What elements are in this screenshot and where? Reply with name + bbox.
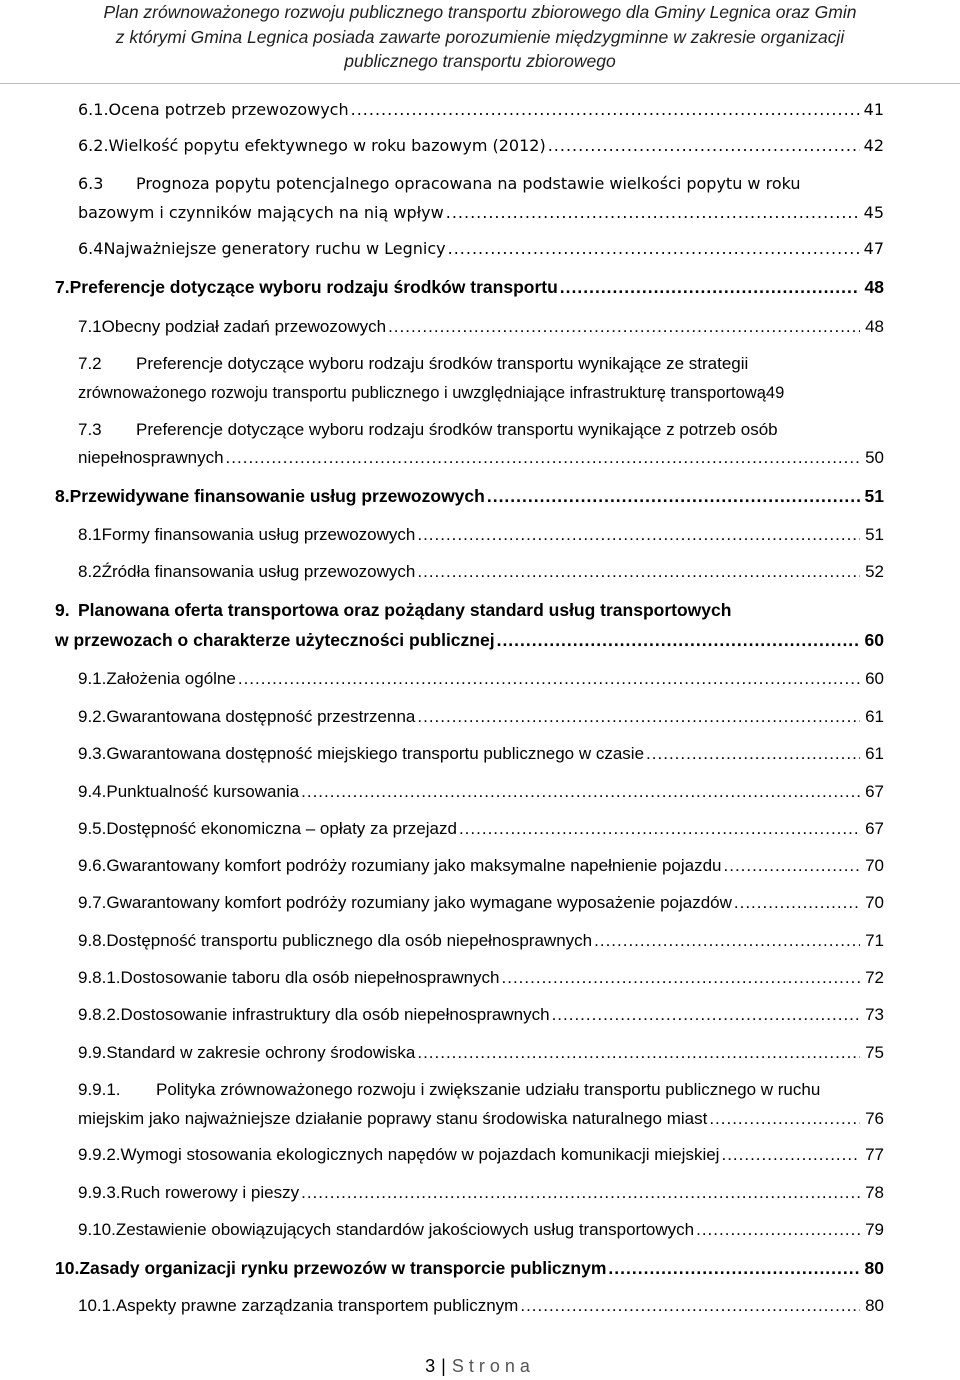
toc-entry-page: 67	[865, 819, 884, 838]
toc-leader-dots	[417, 560, 860, 584]
toc-entry-page: 45	[863, 203, 884, 222]
toc-entry-number: 9.4.	[78, 782, 107, 801]
toc-entry-page: 42	[863, 136, 884, 155]
toc-entry-title: Preferencje dotyczące wyboru rodzaju środków transportu	[69, 277, 558, 297]
toc-entry-number: 9.8.2.	[78, 1005, 121, 1024]
toc-entry-page: 49	[765, 384, 785, 402]
toc-entry-title: Standard w zakresie ochrony środowiska	[106, 1043, 416, 1062]
toc-entry-title: Wielkość popytu efektywnego w roku bazowym (2012)	[108, 136, 546, 155]
toc-entry-page: 60	[865, 669, 884, 688]
toc-entry-number: 9.10.	[78, 1220, 116, 1239]
toc-entry-number: 9.9.3.	[78, 1183, 121, 1202]
toc-entry-title: Prognoza popytu potencjalnego opracowana na podstawie wielkości popytu w roku	[136, 174, 801, 193]
toc-entry-title: Gwarantowany komfort podróży rozumiany jako wymagane wyposażenie pojazdów	[106, 893, 732, 912]
toc-entry-page: 50	[865, 448, 884, 467]
toc-leader-dots	[734, 891, 860, 915]
toc-leader-dots	[487, 484, 860, 508]
toc-entry-page: 76	[865, 1109, 884, 1128]
toc-entry-page: 80	[865, 1296, 884, 1315]
toc-entry-title: Formy finansowania usług przewozowych	[101, 525, 416, 544]
toc-leader-dots	[448, 237, 860, 261]
toc-entry-page: 41	[863, 100, 884, 119]
footer-page-label: Strona	[451, 1356, 535, 1376]
toc-leader-dots	[552, 1003, 860, 1027]
toc-entry-number: 9.6.	[78, 856, 107, 875]
toc-entry-title: Wymogi stosowania ekologicznych napędów w pojazdach komunikacji miejskiej	[120, 1145, 720, 1164]
toc-entry-number: 10.	[55, 1258, 80, 1278]
toc-entry-title: Aspekty prawne zarządzania transportem publicznym	[115, 1296, 519, 1315]
toc-entry-number: 9.9.1.	[78, 1080, 121, 1099]
toc-entry-number: 9.9.2.	[78, 1145, 121, 1164]
toc-leader-dots	[351, 98, 860, 122]
toc-entry-number: 9.9.	[78, 1043, 107, 1062]
toc-entry-number: 6.4	[78, 239, 104, 258]
toc-entry-number: 6.3	[78, 174, 104, 193]
toc-entry-number: 6.2.	[78, 136, 109, 155]
toc-entry-page: 77	[865, 1145, 884, 1164]
toc-entry-title: Zasady organizacji rynku przewozów w transporcie publicznym	[79, 1258, 607, 1278]
toc-entry-number: 9.5.	[78, 819, 107, 838]
toc-entry-page: 51	[865, 525, 884, 544]
toc-leader-dots	[226, 446, 860, 470]
toc-entry-title: Polityka zrównoważonego rozwoju i zwiększanie udziału transportu publicznego w ruchu	[156, 1080, 821, 1099]
toc-leader-dots	[446, 201, 860, 225]
toc-leader-dots	[696, 1218, 860, 1242]
toc-entry-title: Obecny podział zadań przewozowych	[101, 317, 387, 336]
toc-entry-title: Dostępność transportu publicznego dla osób niepełnosprawnych	[106, 931, 593, 950]
toc-entry-number: 8.	[55, 486, 70, 506]
toc-leader-dots	[459, 817, 860, 841]
toc-leader-dots	[594, 929, 860, 953]
toc-entry-page: 52	[865, 562, 884, 581]
toc-entry-title-continued: zrównoważonego rozwoju transportu publicznego i uwzględniające infrastrukturę transportową	[78, 384, 766, 402]
toc-leader-dots	[646, 742, 860, 766]
toc-entry-page: 70	[865, 893, 884, 912]
toc-leader-dots	[238, 667, 860, 691]
toc-entry-title: Zestawienie obowiązujących standardów jakościowych usług transportowych	[115, 1220, 695, 1239]
toc-leader-dots	[417, 705, 860, 729]
toc-entry-title: Dostosowanie infrastruktury dla osób niepełnosprawnych	[120, 1005, 550, 1024]
toc-leader-dots	[608, 1256, 860, 1280]
toc-entry-title: Gwarantowana dostępność miejskiego transportu publicznego w czasie	[106, 744, 645, 763]
toc-entry-title-continued: niepełnosprawnych	[78, 448, 224, 467]
toc-entry-title-continued: w przewozach o charakterze użyteczności publicznej	[55, 630, 495, 650]
toc-entry-title: Dostępność ekonomiczna – opłaty za przejazd	[106, 819, 457, 838]
toc-leader-dots	[497, 628, 860, 652]
toc-entry-page: 80	[864, 1258, 884, 1278]
toc-entry-page: 79	[865, 1220, 884, 1239]
toc-leader-dots	[417, 523, 860, 547]
toc-entry-page: 48	[865, 317, 884, 336]
toc-leader-dots	[709, 1107, 860, 1131]
footer-separator: |	[441, 1356, 446, 1376]
page-footer	[0, 1356, 960, 1377]
toc-entry-title: Preferencje dotyczące wyboru rodzaju środków transportu wynikające ze strategii	[136, 354, 749, 373]
header-line-3: publicznego transportu zbiorowego	[344, 51, 616, 71]
footer-page-number: 3	[425, 1356, 436, 1376]
toc-entry-title: Założenia ogólne	[106, 669, 236, 688]
toc-entry-page: 73	[865, 1005, 884, 1024]
toc-entry-page: 71	[865, 931, 884, 950]
toc-leader-dots	[520, 1294, 860, 1318]
toc-entry-number: 7.1	[78, 317, 102, 336]
toc-entry-title: Ocena potrzeb przewozowych	[108, 100, 349, 119]
toc-entry-number: 9.8.1.	[78, 968, 121, 987]
toc-entry-number: 7.3	[78, 420, 102, 439]
toc-entry-page: 61	[865, 744, 884, 763]
toc-entry-title: Preferencje dotyczące wyboru rodzaju środków transportu wynikające z potrzeb osób	[136, 420, 778, 439]
toc-entry-title: Źródła finansowania usług przewozowych	[101, 562, 416, 581]
toc-entry-page: 75	[865, 1043, 884, 1062]
toc-entry-number: 9.1.	[78, 669, 107, 688]
toc-entry-page: 61	[865, 707, 884, 726]
toc-entry-title: Planowana oferta transportowa oraz pożądany standard usług transportowych	[78, 600, 732, 620]
toc-entry-page: 51	[864, 486, 884, 506]
toc-entry-page: 67	[865, 782, 884, 801]
toc-leader-dots	[548, 134, 860, 158]
toc-leader-dots	[301, 780, 860, 804]
toc-entry-title-continued: miejskim jako najważniejsze działanie poprawy stanu środowiska naturalnego miast	[78, 1109, 708, 1128]
toc-leader-dots	[560, 275, 860, 299]
toc-leader-dots	[388, 315, 860, 339]
toc-entry-title: Ruch rowerowy i pieszy	[120, 1183, 300, 1202]
toc-leader-dots	[417, 1041, 860, 1065]
toc-entry-number: 10.1.	[78, 1296, 116, 1315]
toc-entry-number: 9.7.	[78, 893, 107, 912]
toc-leader-dots	[502, 966, 860, 990]
toc-entry-number: 9.3.	[78, 744, 107, 763]
toc-entry-title: Gwarantowany komfort podróży rozumiany jako maksymalne napełnienie pojazdu	[106, 856, 722, 875]
toc-entry-title: Dostosowanie taboru dla osób niepełnosprawnych	[120, 968, 500, 987]
toc-entry-title-continued: bazowym i czynników mających na nią wpływ	[78, 203, 444, 222]
toc-entry-number: 9.	[55, 600, 70, 620]
toc-leader-dots	[301, 1181, 860, 1205]
toc-entry-title: Gwarantowana dostępność przestrzenna	[106, 707, 416, 726]
toc-entry-number: 7.2	[78, 354, 102, 373]
toc-entry-page: 78	[865, 1183, 884, 1202]
toc-entry-number: 9.2.	[78, 707, 107, 726]
toc-entry-number: 7.	[55, 277, 70, 297]
toc-entry-page: 60	[864, 630, 884, 650]
toc-leader-dots	[721, 1143, 860, 1167]
header-line-1: Plan zrównoważonego rozwoju publicznego transportu zbiorowego dla Gminy Legnica oraz Gmin	[103, 2, 857, 22]
toc-entry-number: 9.8.	[78, 931, 107, 950]
toc-entry-number: 8.2	[78, 562, 102, 581]
toc-entry-page: 72	[865, 968, 884, 987]
toc-entry-page: 47	[863, 239, 884, 258]
toc-entry-title: Przewidywane finansowanie usług przewozowych	[69, 486, 485, 506]
toc-entry-page: 48	[864, 277, 884, 297]
toc-leader-dots	[724, 854, 860, 878]
toc-entry-page: 70	[865, 856, 884, 875]
header-line-2: z którymi Gmina Legnica posiada zawarte porozumienie międzygminne w zakresie organizacji	[115, 27, 845, 47]
toc-entry-title: Punktualność kursowania	[106, 782, 300, 801]
toc-entry-number: 8.1	[78, 525, 102, 544]
toc-entry-title: Najważniejsze generatory ruchu w Legnicy	[103, 239, 446, 258]
toc-entry-number: 6.1.	[78, 100, 109, 119]
